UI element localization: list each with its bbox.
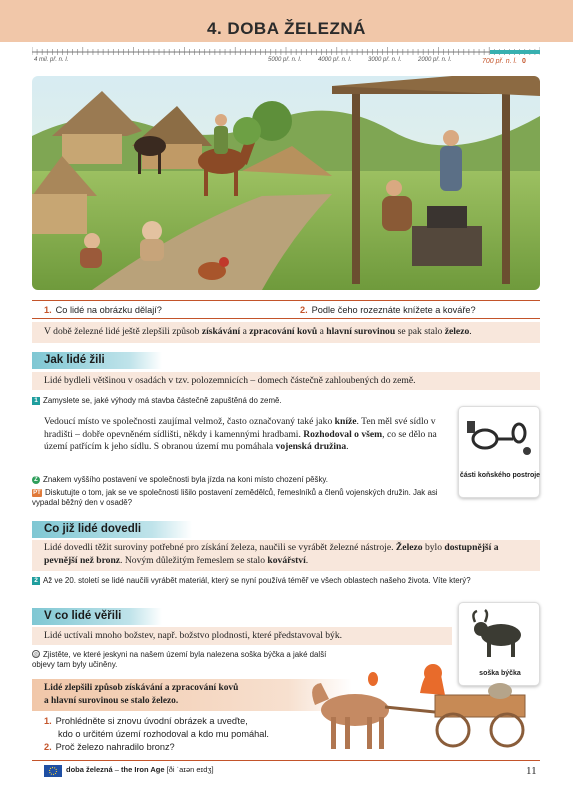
summary-question-1-cont: kdo o určitém území rozhodoval a kdo mu pomáhal. [58,729,269,739]
harness-caption: části koňského postroje [459,472,541,479]
intro-text: V době železné lidé ještě zlepšili způsob získávání a zpracování kovů a hlavní surovinou se pak stalo železo. [44,326,472,337]
timeline-ticks [32,47,540,55]
chapter-title: 4. DOBA ŽELEZNÁ [207,19,366,38]
horse-harness-image [459,411,539,469]
timeline-highlight [490,50,540,54]
scene-question-1: 1. Co lidé na obrázku dělají? [44,305,162,315]
summary-question-1: 1. Prohlédněte si znovu úvodní obrázek a uveďte, [44,716,248,726]
task-1: 1 Zamyslete se, jaké výhody má stavba částečně zapuštěná do země. [32,396,282,406]
life-band-text: Lidé bydleli většinou v osadách v tzv. polozemnicích – domech částečně zahloubených do země. [44,375,416,386]
harness-card [458,406,540,498]
life-paragraph: Vedoucí místo ve společnosti zaujímal velmož, často označovaný také jako kníže. Ten měl své sídlo v hradišti – dobře opevněném sídlišti, někdy i kamennými hradbami. Rozhodoval o všem, co se dělo na území patřícím k jeho sídlu. S obranou území mu pomáhala vojenská družina. [44,416,437,453]
discussion-task: PT Diskutujte o tom, jak se ve společnosti lišilo postavení zemědělců, řemeslníků a členů vojenských družin. Jak asi vypadal běžný den v osadě? [32,488,438,508]
skills-text: Lidé dovedli těžit suroviny potřebné pro získání železa, naučili se vyrábět železné nástroje. Železo bylo dostupnější a pevnější než bronz. Novým důležitým řemeslem se stalo kovářství. [44,542,499,566]
timeline-label: 3000 př. n. l. [368,57,402,63]
intro-illustration [32,76,540,290]
summary-line-1: Lidé zlepšili způsob získávání a zpracování kovů [44,683,239,693]
footer-vocabulary: doba železná – the Iron Age [ði ˈaɪən eɪdʒ] [66,765,214,774]
timeline-label: 5000 př. n. l. [268,57,302,63]
section-title-skills: Co již lidé dovedli [44,523,142,535]
scene-question-2: 2. Podle čeho rozeznáte knížete a kováře? [300,305,476,315]
section-title-life: Jak lidé žili [44,354,105,366]
note-z: Z Znakem vyššího postavení ve společnosti byla jízda na koni místo chození pěšky. [32,475,328,485]
timeline-label: 4 mil. př. n. l. [34,57,69,63]
beliefs-band-text: Lidé uctívali mnoho božstev, např. božstvo plodnosti, které představoval býk. [44,630,343,641]
horse-cart-illustration [285,655,540,755]
timeline-label: 4000 př. n. l. [318,57,352,63]
eu-flag-icon [44,765,62,777]
bull-caption: soška býčka [479,670,521,677]
summary-line-2: a hlavní surovinou se stalo železo. [44,696,179,706]
timeline-zero: 0 [522,58,526,65]
timeline-label: 2000 př. n. l. [418,57,452,63]
task-2: 2 Až ve 20. století se lidé naučili vyrábět materiál, který se nyní používá téměř ve všech oblastech našeho života. Víte který? [32,576,532,586]
summary-question-2: 2. Proč železo nahradilo bronz? [44,742,175,752]
section-title-beliefs: V co lidé věřili [44,610,122,622]
beliefs-task: ◎ Zjistěte, ve které jeskyni na našem území byla nalezena soška býčka a jaké další objevy tam byly učiněny. [32,650,327,670]
page-number: 11 [526,765,537,777]
timeline-highlight-label: 700 př. n. l. [482,58,518,65]
